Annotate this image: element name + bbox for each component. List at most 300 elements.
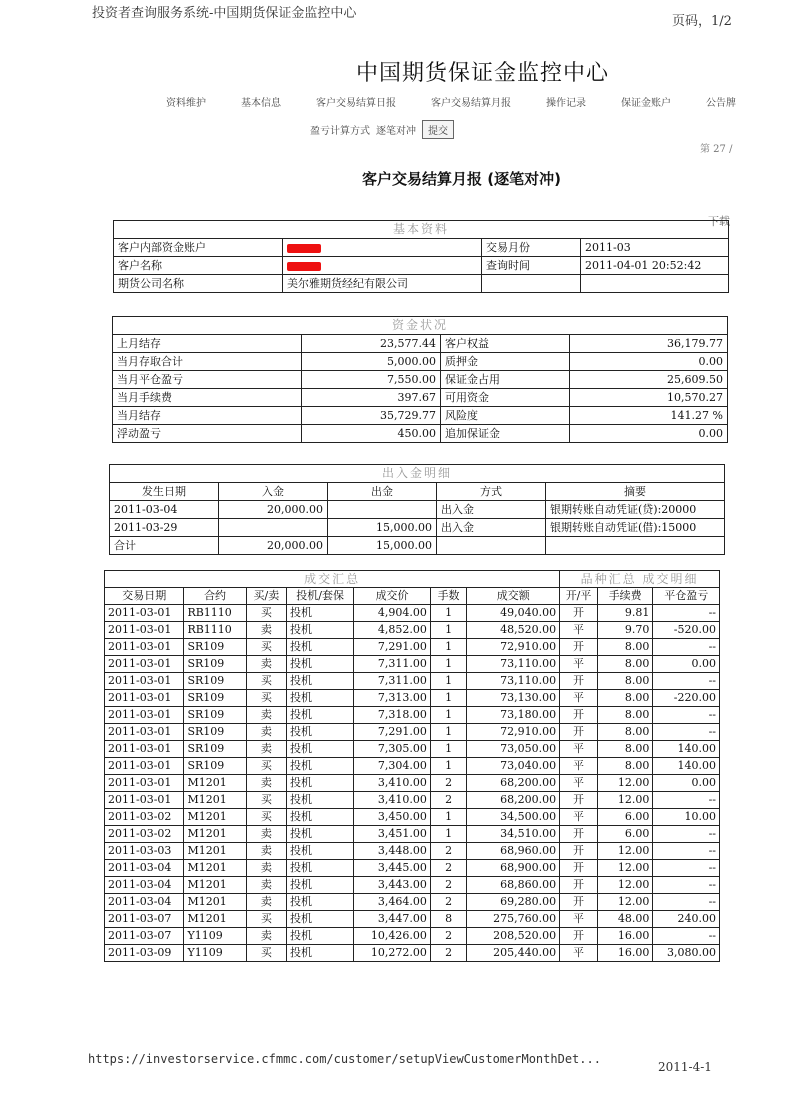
trade-open-close: 开 bbox=[560, 792, 598, 809]
trade-lots: 1 bbox=[430, 809, 466, 826]
trade-buy-sell: 卖 bbox=[246, 877, 286, 894]
cash-flow-memo: 银期转账自动凭证(贷):20000 bbox=[546, 501, 725, 519]
fund-left-label: 当月平仓盈亏 bbox=[113, 371, 302, 389]
col-memo: 摘要 bbox=[546, 483, 725, 501]
trade-contract: M1201 bbox=[184, 826, 246, 843]
trade-spec-hedge: 投机 bbox=[287, 809, 354, 826]
trade-spec-hedge: 投机 bbox=[287, 826, 354, 843]
cash-flow-out: 15,000.00 bbox=[328, 519, 437, 537]
trade-contract: M1201 bbox=[184, 894, 246, 911]
trade-contract: M1201 bbox=[184, 860, 246, 877]
query-value: 2011-04-01 20:52:42 bbox=[581, 257, 729, 275]
col-method: 方式 bbox=[437, 483, 546, 501]
trade-detail-link[interactable]: 成交明细 bbox=[642, 572, 699, 586]
trade-open-close: 开 bbox=[560, 673, 598, 690]
trade-spec-hedge: 投机 bbox=[287, 792, 354, 809]
trade-fee: 16.00 bbox=[597, 928, 652, 945]
trade-buy-sell: 卖 bbox=[246, 656, 286, 673]
trade-open-close: 开 bbox=[560, 877, 598, 894]
month-label: 交易月份 bbox=[482, 239, 581, 257]
trade-spec-hedge: 投机 bbox=[287, 911, 354, 928]
trade-open-close: 开 bbox=[560, 639, 598, 656]
account-value bbox=[283, 239, 482, 257]
trade-lots: 2 bbox=[430, 945, 466, 962]
trade-turnover: 68,860.00 bbox=[467, 877, 560, 894]
page-indicator: 页码，1/2 bbox=[672, 14, 732, 29]
trade-fee: 16.00 bbox=[597, 945, 652, 962]
redaction-mark bbox=[287, 244, 321, 253]
trade-row bbox=[105, 605, 720, 622]
trade-fee: 12.00 bbox=[597, 775, 652, 792]
trade-spec-hedge: 投机 bbox=[287, 639, 354, 656]
page-number: 第 27 / bbox=[700, 144, 733, 155]
cash-flow-out bbox=[328, 501, 437, 519]
trade-open-close: 开 bbox=[560, 894, 598, 911]
trade-fee: 9.70 bbox=[597, 622, 652, 639]
trade-lots: 1 bbox=[430, 826, 466, 843]
summary-by-product-link[interactable]: 品种汇总 bbox=[580, 572, 637, 586]
fund-row bbox=[113, 371, 728, 389]
trade-close-pnl: -- bbox=[653, 928, 720, 945]
trade-price: 7,291.00 bbox=[354, 639, 431, 656]
fund-right-label: 保证金占用 bbox=[441, 371, 570, 389]
fund-row bbox=[113, 335, 728, 353]
trade-fee: 8.00 bbox=[597, 758, 652, 775]
trade-open-close: 平 bbox=[560, 656, 598, 673]
trade-fee: 6.00 bbox=[597, 826, 652, 843]
trade-trade-date: 2011-03-01 bbox=[105, 707, 184, 724]
trade-trade-date: 2011-03-04 bbox=[105, 877, 184, 894]
trade-lots: 2 bbox=[430, 843, 466, 860]
calc-method-select[interactable]: 逐笔对冲 bbox=[376, 126, 416, 137]
trade-price: 4,904.00 bbox=[354, 605, 431, 622]
download-link[interactable]: 下载 bbox=[708, 215, 730, 228]
trade-row bbox=[105, 945, 720, 962]
trade-turnover: 68,200.00 bbox=[467, 775, 560, 792]
trade-spec-hedge: 投机 bbox=[287, 656, 354, 673]
trade-price: 10,272.00 bbox=[354, 945, 431, 962]
name-label: 客户名称 bbox=[114, 257, 283, 275]
trade-spec-hedge: 投机 bbox=[287, 758, 354, 775]
cash-flow-table bbox=[109, 464, 725, 555]
basic-info-table bbox=[113, 220, 729, 293]
trade-contract: SR109 bbox=[184, 656, 246, 673]
trade-turnover: 68,960.00 bbox=[467, 843, 560, 860]
trade-row bbox=[105, 758, 720, 775]
trade-trade-date: 2011-03-01 bbox=[105, 622, 184, 639]
trade-price: 7,311.00 bbox=[354, 673, 431, 690]
trade-fee: 8.00 bbox=[597, 724, 652, 741]
fund-status-caption: 资金状况 bbox=[113, 317, 728, 335]
trade-price: 3,443.00 bbox=[354, 877, 431, 894]
nav-item-margin-account[interactable]: 保证金账户 bbox=[621, 98, 671, 109]
cash-flow-date: 2011-03-04 bbox=[110, 501, 219, 519]
trade-open-close: 平 bbox=[560, 690, 598, 707]
trade-price: 3,450.00 bbox=[354, 809, 431, 826]
trade-row bbox=[105, 877, 720, 894]
trade-buy-sell: 卖 bbox=[246, 707, 286, 724]
trade-fee: 8.00 bbox=[597, 639, 652, 656]
trade-open-close: 平 bbox=[560, 775, 598, 792]
trade-contract: RB1110 bbox=[184, 622, 246, 639]
trade-spec-hedge: 投机 bbox=[287, 945, 354, 962]
trade-lots: 1 bbox=[430, 758, 466, 775]
trade-buy-sell: 卖 bbox=[246, 741, 286, 758]
trade-row bbox=[105, 860, 720, 877]
trade-row bbox=[105, 928, 720, 945]
fund-left-value: 7,550.00 bbox=[302, 371, 441, 389]
trade-buy-sell: 买 bbox=[246, 809, 286, 826]
trade-close-pnl: 3,080.00 bbox=[653, 945, 720, 962]
trade-contract: SR109 bbox=[184, 673, 246, 690]
trade-buy-sell: 卖 bbox=[246, 826, 286, 843]
trade-turnover: 72,910.00 bbox=[467, 724, 560, 741]
trade-buy-sell: 买 bbox=[246, 911, 286, 928]
trade-buy-sell: 买 bbox=[246, 690, 286, 707]
trade-turnover: 72,910.00 bbox=[467, 639, 560, 656]
cash-flow-row bbox=[110, 519, 725, 537]
fund-status-table bbox=[112, 316, 728, 443]
trade-contract: SR109 bbox=[184, 724, 246, 741]
col-contract: 合约 bbox=[184, 588, 246, 605]
trade-close-pnl: -- bbox=[653, 894, 720, 911]
basic-info-caption: 基本资料 bbox=[114, 221, 729, 239]
cash-flow-caption: 出入金明细 bbox=[110, 465, 725, 483]
report-title: 客户交易结算月报 (逐笔对冲) bbox=[362, 170, 561, 188]
trade-turnover: 205,440.00 bbox=[467, 945, 560, 962]
trade-row bbox=[105, 741, 720, 758]
trade-row bbox=[105, 826, 720, 843]
trade-trade-date: 2011-03-01 bbox=[105, 758, 184, 775]
trade-close-pnl: -- bbox=[653, 792, 720, 809]
trade-contract: SR109 bbox=[184, 690, 246, 707]
trade-close-pnl: 240.00 bbox=[653, 911, 720, 928]
trade-contract: SR109 bbox=[184, 639, 246, 656]
trade-buy-sell: 买 bbox=[246, 605, 286, 622]
trade-close-pnl: 140.00 bbox=[653, 758, 720, 775]
cash-flow-method: 出入金 bbox=[437, 501, 546, 519]
col-out: 出金 bbox=[328, 483, 437, 501]
trade-turnover: 73,110.00 bbox=[467, 656, 560, 673]
name-value bbox=[283, 257, 482, 275]
trade-turnover: 34,500.00 bbox=[467, 809, 560, 826]
trade-lots: 2 bbox=[430, 775, 466, 792]
fund-left-value: 450.00 bbox=[302, 425, 441, 443]
trade-lots: 2 bbox=[430, 792, 466, 809]
fund-right-value: 36,179.77 bbox=[570, 335, 728, 353]
fund-row bbox=[113, 425, 728, 443]
trade-close-pnl: -- bbox=[653, 605, 720, 622]
trade-turnover: 68,200.00 bbox=[467, 792, 560, 809]
trade-close-pnl: -- bbox=[653, 860, 720, 877]
cash-flow-method: 出入金 bbox=[437, 519, 546, 537]
trade-buy-sell: 买 bbox=[246, 639, 286, 656]
trade-trade-date: 2011-03-04 bbox=[105, 894, 184, 911]
col-date: 发生日期 bbox=[110, 483, 219, 501]
fund-row bbox=[113, 353, 728, 371]
col-turnover: 成交额 bbox=[467, 588, 560, 605]
col-close-pnl: 平仓盈亏 bbox=[653, 588, 720, 605]
trade-trade-date: 2011-03-09 bbox=[105, 945, 184, 962]
trade-trade-date: 2011-03-01 bbox=[105, 792, 184, 809]
fund-right-label: 质押金 bbox=[441, 353, 570, 371]
trade-open-close: 开 bbox=[560, 707, 598, 724]
trade-row bbox=[105, 809, 720, 826]
fund-row bbox=[113, 407, 728, 425]
trade-turnover: 208,520.00 bbox=[467, 928, 560, 945]
fund-right-value: 25,609.50 bbox=[570, 371, 728, 389]
fund-right-value: 0.00 bbox=[570, 353, 728, 371]
trade-fee: 8.00 bbox=[597, 690, 652, 707]
trade-open-close: 开 bbox=[560, 724, 598, 741]
nav-item-daily-report[interactable]: 客户交易结算日报 bbox=[316, 98, 396, 109]
trade-trade-date: 2011-03-01 bbox=[105, 639, 184, 656]
trade-close-pnl: 140.00 bbox=[653, 741, 720, 758]
trade-contract: SR109 bbox=[184, 758, 246, 775]
fund-left-label: 浮动盈亏 bbox=[113, 425, 302, 443]
trade-spec-hedge: 投机 bbox=[287, 605, 354, 622]
trade-spec-hedge: 投机 bbox=[287, 860, 354, 877]
trade-spec-hedge: 投机 bbox=[287, 622, 354, 639]
trade-turnover: 73,040.00 bbox=[467, 758, 560, 775]
trade-price: 7,311.00 bbox=[354, 656, 431, 673]
fund-left-value: 35,729.77 bbox=[302, 407, 441, 425]
cash-flow-date: 2011-03-29 bbox=[110, 519, 219, 537]
trade-buy-sell: 卖 bbox=[246, 843, 286, 860]
trade-trade-date: 2011-03-01 bbox=[105, 656, 184, 673]
fund-left-label: 当月存取合计 bbox=[113, 353, 302, 371]
calc-method-bar bbox=[310, 120, 454, 139]
trade-lots: 1 bbox=[430, 673, 466, 690]
trade-close-pnl: -- bbox=[653, 673, 720, 690]
trade-lots: 1 bbox=[430, 639, 466, 656]
query-label: 查询时间 bbox=[482, 257, 581, 275]
nav-item-bulletin[interactable]: 公告牌 bbox=[706, 98, 736, 109]
trade-fee: 8.00 bbox=[597, 707, 652, 724]
trade-fee: 12.00 bbox=[597, 843, 652, 860]
total-out: 15,000.00 bbox=[328, 537, 437, 555]
nav-item-operation-log[interactable]: 操作记录 bbox=[546, 98, 586, 109]
trade-buy-sell: 买 bbox=[246, 758, 286, 775]
trade-price: 3,445.00 bbox=[354, 860, 431, 877]
col-trade-date: 交易日期 bbox=[105, 588, 184, 605]
fund-right-value: 141.27 % bbox=[570, 407, 728, 425]
trade-open-close: 开 bbox=[560, 860, 598, 877]
trade-fee: 12.00 bbox=[597, 877, 652, 894]
trade-row bbox=[105, 792, 720, 809]
trade-lots: 2 bbox=[430, 928, 466, 945]
col-price: 成交价 bbox=[354, 588, 431, 605]
trade-turnover: 73,130.00 bbox=[467, 690, 560, 707]
nav-item-monthly-report[interactable]: 客户交易结算月报 bbox=[431, 98, 511, 109]
trade-open-close: 开 bbox=[560, 826, 598, 843]
trade-close-pnl: -- bbox=[653, 877, 720, 894]
company-label: 期货公司名称 bbox=[114, 275, 283, 293]
month-value: 2011-03 bbox=[581, 239, 729, 257]
cash-flow-row bbox=[110, 501, 725, 519]
trade-lots: 1 bbox=[430, 707, 466, 724]
trade-spec-hedge: 投机 bbox=[287, 877, 354, 894]
trade-row bbox=[105, 724, 720, 741]
company-value: 美尔雅期货经纪有限公司 bbox=[283, 275, 482, 293]
col-spec-hedge: 投机/套保 bbox=[287, 588, 354, 605]
trade-lots: 1 bbox=[430, 622, 466, 639]
cash-flow-in: 20,000.00 bbox=[219, 501, 328, 519]
trade-spec-hedge: 投机 bbox=[287, 741, 354, 758]
fund-right-label: 追加保证金 bbox=[441, 425, 570, 443]
trade-close-pnl: -- bbox=[653, 724, 720, 741]
trade-turnover: 69,280.00 bbox=[467, 894, 560, 911]
fund-left-label: 当月结存 bbox=[113, 407, 302, 425]
fund-right-label: 可用资金 bbox=[441, 389, 570, 407]
footer-url: https://investorservice.cfmmc.com/customer/setupViewCustomerMonthDet... bbox=[88, 1052, 601, 1066]
fund-left-label: 当月手续费 bbox=[113, 389, 302, 407]
trade-spec-hedge: 投机 bbox=[287, 928, 354, 945]
trades-caption: 成交汇总 bbox=[105, 571, 560, 588]
trade-price: 7,304.00 bbox=[354, 758, 431, 775]
trade-price: 3,447.00 bbox=[354, 911, 431, 928]
trade-lots: 2 bbox=[430, 894, 466, 911]
trade-contract: M1201 bbox=[184, 911, 246, 928]
trade-open-close: 开 bbox=[560, 843, 598, 860]
trade-row bbox=[105, 894, 720, 911]
site-title: 中国期货保证金监控中心 bbox=[356, 61, 610, 86]
trade-contract: M1201 bbox=[184, 792, 246, 809]
fund-left-value: 397.67 bbox=[302, 389, 441, 407]
trade-contract: M1201 bbox=[184, 775, 246, 792]
trade-fee: 12.00 bbox=[597, 860, 652, 877]
trade-spec-hedge: 投机 bbox=[287, 707, 354, 724]
col-in: 入金 bbox=[219, 483, 328, 501]
fund-left-label: 上月结存 bbox=[113, 335, 302, 353]
trade-price: 3,410.00 bbox=[354, 775, 431, 792]
col-buy-sell: 买/卖 bbox=[246, 588, 286, 605]
trade-row bbox=[105, 622, 720, 639]
trade-contract: RB1110 bbox=[184, 605, 246, 622]
fund-row bbox=[113, 389, 728, 407]
trade-open-close: 平 bbox=[560, 911, 598, 928]
trade-open-close: 开 bbox=[560, 605, 598, 622]
trade-buy-sell: 卖 bbox=[246, 724, 286, 741]
trade-contract: Y1109 bbox=[184, 945, 246, 962]
trade-contract: SR109 bbox=[184, 707, 246, 724]
nav-item-profile[interactable]: 资料维护 bbox=[166, 98, 206, 109]
trade-contract: M1201 bbox=[184, 809, 246, 826]
trade-turnover: 48,520.00 bbox=[467, 622, 560, 639]
trade-price: 4,852.00 bbox=[354, 622, 431, 639]
trade-price: 3,464.00 bbox=[354, 894, 431, 911]
trade-open-close: 平 bbox=[560, 945, 598, 962]
trade-contract: M1201 bbox=[184, 877, 246, 894]
main-nav bbox=[166, 94, 736, 109]
trade-trade-date: 2011-03-03 bbox=[105, 843, 184, 860]
fund-right-label: 风险度 bbox=[441, 407, 570, 425]
trade-trade-date: 2011-03-01 bbox=[105, 690, 184, 707]
trade-price: 7,318.00 bbox=[354, 707, 431, 724]
trade-trade-date: 2011-03-01 bbox=[105, 741, 184, 758]
col-open-close: 开/平 bbox=[560, 588, 598, 605]
trade-row bbox=[105, 690, 720, 707]
trade-trade-date: 2011-03-01 bbox=[105, 673, 184, 690]
submit-button[interactable]: 提交 bbox=[422, 120, 454, 139]
trade-lots: 1 bbox=[430, 724, 466, 741]
trade-open-close: 开 bbox=[560, 928, 598, 945]
total-in: 20,000.00 bbox=[219, 537, 328, 555]
trade-lots: 2 bbox=[430, 877, 466, 894]
trade-buy-sell: 卖 bbox=[246, 860, 286, 877]
browser-title: 投资者查询服务系统-中国期货保证金监控中心 bbox=[92, 6, 357, 21]
trade-price: 7,313.00 bbox=[354, 690, 431, 707]
trade-close-pnl: -- bbox=[653, 826, 720, 843]
trade-buy-sell: 买 bbox=[246, 673, 286, 690]
trade-row bbox=[105, 775, 720, 792]
trade-contract: Y1109 bbox=[184, 928, 246, 945]
fund-right-label: 客户权益 bbox=[441, 335, 570, 353]
trade-turnover: 49,040.00 bbox=[467, 605, 560, 622]
nav-item-basic-info[interactable]: 基本信息 bbox=[241, 98, 281, 109]
trade-buy-sell: 卖 bbox=[246, 928, 286, 945]
trade-open-close: 平 bbox=[560, 622, 598, 639]
fund-left-value: 23,577.44 bbox=[302, 335, 441, 353]
trade-row bbox=[105, 911, 720, 928]
footer-date: 2011-4-1 bbox=[658, 1060, 712, 1074]
trade-trade-date: 2011-03-01 bbox=[105, 605, 184, 622]
trade-turnover: 275,760.00 bbox=[467, 911, 560, 928]
trade-lots: 1 bbox=[430, 656, 466, 673]
trade-close-pnl: -220.00 bbox=[653, 690, 720, 707]
trade-fee: 8.00 bbox=[597, 673, 652, 690]
trade-row bbox=[105, 843, 720, 860]
trade-spec-hedge: 投机 bbox=[287, 775, 354, 792]
trade-trade-date: 2011-03-07 bbox=[105, 911, 184, 928]
total-label: 合计 bbox=[110, 537, 219, 555]
trade-trade-date: 2011-03-02 bbox=[105, 826, 184, 843]
trade-spec-hedge: 投机 bbox=[287, 724, 354, 741]
redaction-mark bbox=[287, 262, 321, 271]
trade-price: 7,305.00 bbox=[354, 741, 431, 758]
fund-right-value: 0.00 bbox=[570, 425, 728, 443]
trade-open-close: 平 bbox=[560, 741, 598, 758]
trade-buy-sell: 卖 bbox=[246, 622, 286, 639]
trade-open-close: 平 bbox=[560, 758, 598, 775]
trade-turnover: 73,180.00 bbox=[467, 707, 560, 724]
account-label: 客户内部资金账户 bbox=[114, 239, 283, 257]
trades-table bbox=[104, 570, 720, 962]
trade-lots: 2 bbox=[430, 860, 466, 877]
trade-turnover: 73,110.00 bbox=[467, 673, 560, 690]
trades-links bbox=[560, 571, 720, 588]
trade-spec-hedge: 投机 bbox=[287, 690, 354, 707]
trade-price: 7,291.00 bbox=[354, 724, 431, 741]
trade-turnover: 34,510.00 bbox=[467, 826, 560, 843]
trade-trade-date: 2011-03-01 bbox=[105, 724, 184, 741]
trade-open-close: 平 bbox=[560, 809, 598, 826]
trade-lots: 8 bbox=[430, 911, 466, 928]
trade-buy-sell: 卖 bbox=[246, 894, 286, 911]
trade-buy-sell: 买 bbox=[246, 945, 286, 962]
trade-fee: 8.00 bbox=[597, 741, 652, 758]
trade-turnover: 68,900.00 bbox=[467, 860, 560, 877]
trade-row bbox=[105, 656, 720, 673]
trade-buy-sell: 买 bbox=[246, 792, 286, 809]
trade-trade-date: 2011-03-02 bbox=[105, 809, 184, 826]
trade-buy-sell: 卖 bbox=[246, 775, 286, 792]
trade-fee: 6.00 bbox=[597, 809, 652, 826]
trade-lots: 1 bbox=[430, 690, 466, 707]
trade-close-pnl: -520.00 bbox=[653, 622, 720, 639]
trade-close-pnl: -- bbox=[653, 639, 720, 656]
trade-close-pnl: 10.00 bbox=[653, 809, 720, 826]
